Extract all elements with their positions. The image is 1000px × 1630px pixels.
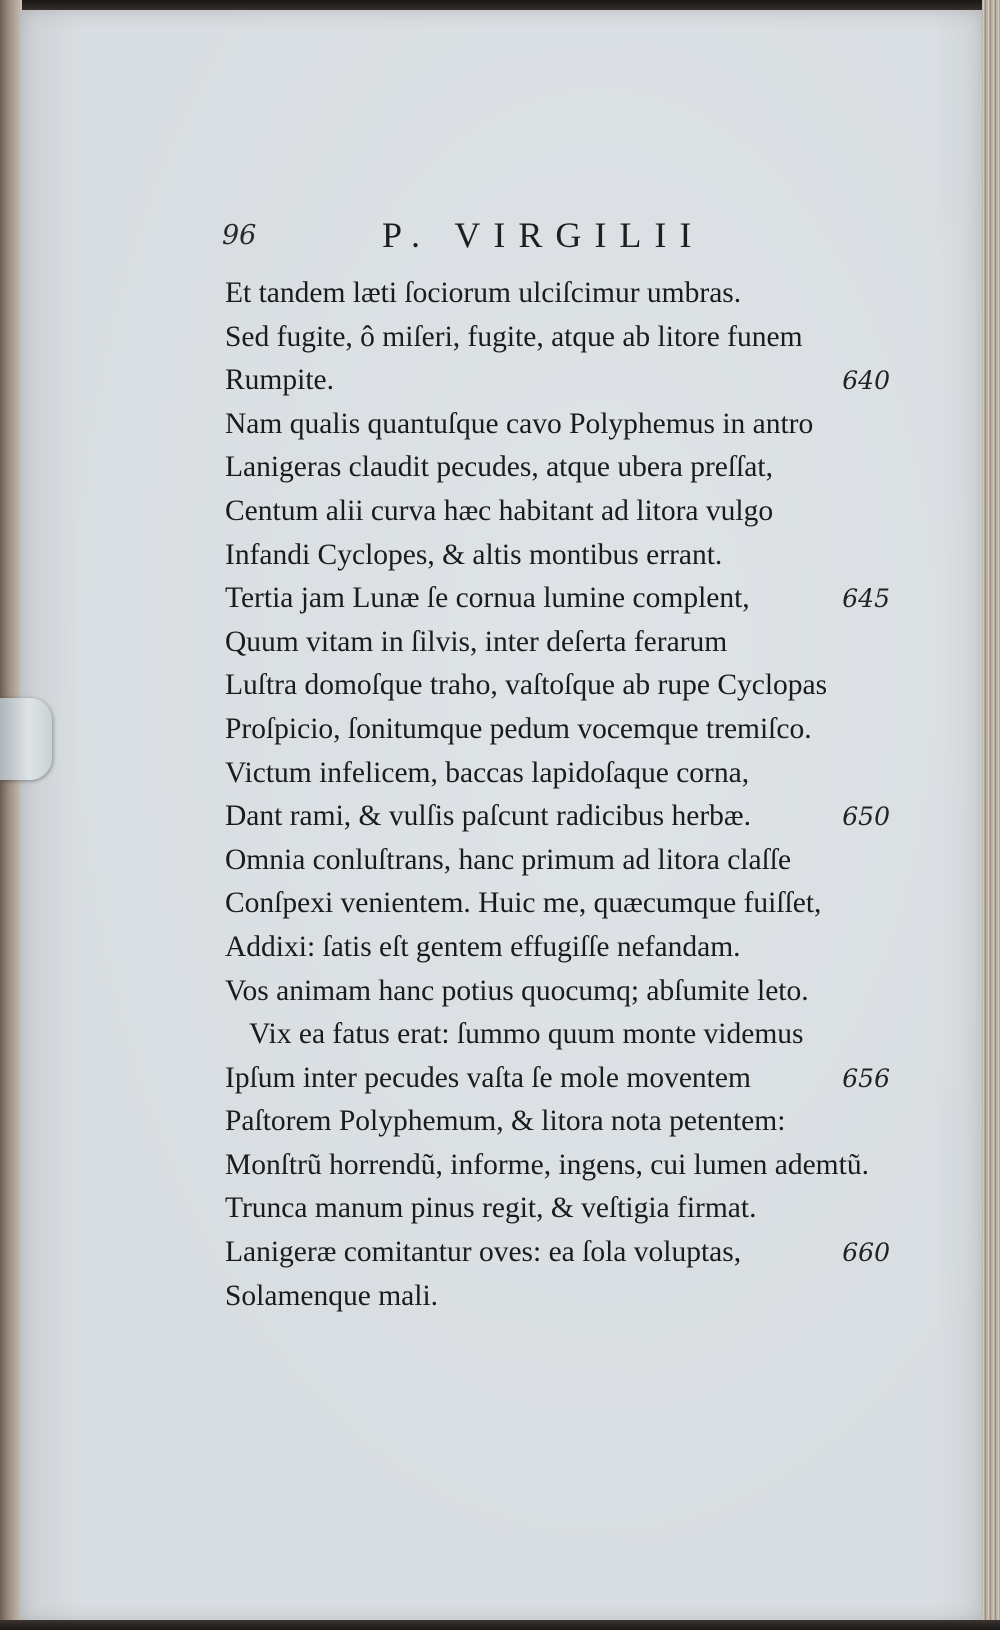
verse-line xyxy=(225,359,890,403)
verse-text: Dant rami, & vulſis paſcunt radicibus herbæ. xyxy=(225,800,751,833)
verse-text: Lanigeræ comitantur oves: ea ſola voluptas, xyxy=(225,1236,742,1269)
verse-text: Conſpexi venientem. Huic me, quæcumque fuiſſet, xyxy=(225,887,822,920)
line-number: 645 xyxy=(842,584,890,614)
verse-line xyxy=(225,534,890,578)
verse-line xyxy=(225,316,890,360)
line-number: 656 xyxy=(842,1063,890,1093)
verse-text: Vix ea fatus erat: ſummo quum monte videmus xyxy=(249,1018,804,1051)
verse-text: Monſtrũ horrendũ, informe, ingens, cui lumen ademtũ. xyxy=(225,1148,869,1181)
verse-line xyxy=(225,1057,890,1101)
verse-text: Omnia conluſtrans, hanc primum ad litora claſſe xyxy=(225,843,792,876)
verse-text: Vos animam hanc potius quocumq; abſumite leto. xyxy=(225,974,809,1007)
verse-text: Ipſum inter pecudes vaſta ſe mole moventem xyxy=(225,1061,751,1094)
line-number: 640 xyxy=(842,366,890,396)
book-binding xyxy=(0,0,22,1630)
verse-line xyxy=(225,882,890,926)
verse-text: Tertia jam Lunæ ſe cornua lumine complent, xyxy=(225,582,750,615)
verse-text: Et tandem læti ſociorum ulciſcimur umbras. xyxy=(225,277,742,309)
verse-line xyxy=(225,708,890,752)
verse-text: Infandi Cyclopes, & altis montibus errant. xyxy=(225,538,723,571)
verse-line xyxy=(225,839,890,883)
verse-line xyxy=(225,1100,890,1144)
verse-line xyxy=(225,621,890,665)
verse-line xyxy=(225,1187,890,1231)
verse-line xyxy=(225,1275,890,1319)
verse-text: Centum alii curva hæc habitant ad litora vulgo xyxy=(225,494,774,527)
verse-text: Luſtra domoſque traho, vaſtoſque ab rupe Cyclopas xyxy=(225,669,828,702)
verse-line xyxy=(225,446,890,490)
verse-line xyxy=(225,577,890,621)
verse-text: Sed fugite, ô miſeri, fugite, atque ab litore funem xyxy=(225,320,803,353)
verse-text: Paſtorem Polyphemum, & litora nota petentem: xyxy=(225,1105,786,1138)
line-number: 650 xyxy=(842,802,890,832)
verse-line xyxy=(225,970,890,1014)
verse-line xyxy=(225,795,890,839)
verse-line xyxy=(225,1013,890,1057)
verse-text: Solamenque mali. xyxy=(225,1279,439,1312)
scan-bottom-edge xyxy=(0,1620,1000,1630)
verse-text: Trunca manum pinus regit, & veſtigia firmat. xyxy=(225,1192,757,1225)
verse-text: Rumpite. xyxy=(225,364,334,397)
line-number: 660 xyxy=(842,1238,890,1268)
verse-text: Addixi: ſatis eſt gentem effugiſſe nefandam. xyxy=(225,930,741,963)
page-clip xyxy=(0,698,52,780)
verse-line xyxy=(225,664,890,708)
verse-text: Proſpicio, ſonitumque pedum vocemque tremiſco. xyxy=(225,712,812,745)
page-number: 96 xyxy=(222,220,257,251)
page-edges xyxy=(982,0,1000,1630)
verse-text: Lanigeras claudit pecudes, atque ubera preſſat, xyxy=(225,451,773,484)
verse-line xyxy=(225,272,890,316)
verse-line xyxy=(225,403,890,447)
running-title: P. VIRGILII xyxy=(382,215,705,255)
verse-text: Quum vitam in ſilvis, inter deſerta ferarum xyxy=(225,625,728,658)
page-header xyxy=(222,214,902,262)
verse-block xyxy=(225,272,890,1318)
verse-line xyxy=(225,490,890,534)
verse-text: Nam qualis quantuſque cavo Polyphemus in antro xyxy=(225,407,814,440)
verse-line xyxy=(225,926,890,970)
verse-line xyxy=(225,1231,890,1275)
verse-line xyxy=(225,1144,890,1188)
verse-line xyxy=(225,752,890,796)
verse-text: Victum infelicem, baccas lapidoſaque corna, xyxy=(225,756,750,789)
